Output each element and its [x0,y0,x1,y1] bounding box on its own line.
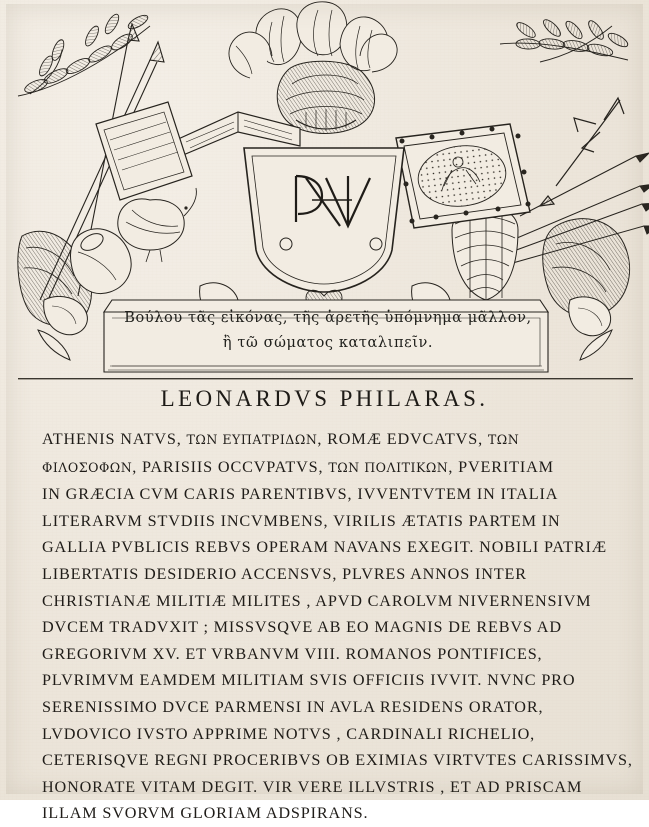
text-line [42,800,612,827]
greek-line-1: Βούλου τᾶς εἰκόνας, τῆς ἀρετῆς ὑπόμνημα μᾶλλον, [124,310,532,326]
latin-run: PLVRIMVM EAMDEM MILITIAM SVIS OFFICIIS IVVIT. NVNC PRO [42,671,576,690]
text-line [42,721,612,748]
text-line [42,694,612,721]
text-line [42,426,612,454]
latin-run: LITERARVM STVDIIS INCVMBENS, VIRILIS ÆTATIS PARTEM IN [42,511,561,530]
latin-run: CHRISTIANÆ MILITIÆ MILITES , APVD CAROLVM NIVERNENSIVM [42,591,592,610]
latin-run: ATHENIS NATVS, [42,430,187,448]
greek-run: ΤΩΝ ΠΟΛΙΤΙΚΩΝ [328,459,449,475]
latin-run: IN GRÆCIA CVM CARIS PARENTIBVS, IVVENTVTEM IN ITALIA [42,485,559,504]
text-line [42,774,612,801]
text-line [42,614,612,641]
latin-run: , ROMÆ EDVCATVS, [317,430,488,448]
latin-run: GREGORIVM XV. ET VRBANVM VIII. ROMANOS PONTIFICES, [42,644,543,663]
greek-run: ΦΙΛΟΣΟΦΩΝ [42,459,133,475]
greek-run: ΤΩΝ [487,432,520,447]
text-line [42,454,612,482]
page-title: LEONARDVS PHILARAS. [160,386,489,411]
latin-run: CETERISQVE REGNI PROCERIBVS OB EXIMIAS VIRTVTES CARISSIMVS, [42,751,633,770]
latin-run: ILLAM SVORVM GLORIAM ADSPIRANS. [42,804,369,823]
latin-run: GALLIA PVBLICIS REBVS OPERAM NAVANS EXEGIT. NOBILI PATRIÆ [42,538,607,557]
latin-run: DVCEM TRADVXIT ; MISSVSQVE AB EO MAGNIS DE REBVS AD [42,618,562,637]
text-line [42,641,612,668]
divider-rule-bottom [18,379,633,380]
text-line [42,534,612,561]
latin-run: , PVERITIAM [448,457,554,476]
greek-run: ΤΩΝ ΕΥΠΑΤΡΙΔΩΝ [186,432,318,447]
biography-text [42,426,633,827]
latin-run: HONORATE VITAM DEGIT. VIR VERE ILLVSTRIS , ET AD PRISCAM [42,777,583,796]
text-line [42,667,612,694]
greek-inscription-plaque [108,306,548,366]
text-line [42,561,612,588]
text-line [42,588,612,615]
text-line [42,508,612,535]
text-line [42,747,633,774]
latin-run: , PARISIIS OCCVPATVS, [132,457,329,476]
latin-run: LVDOVICO IVSTO APPRIME NOTVS , CARDINALI RICHELIO, [42,724,536,743]
latin-run: LIBERTATIS DESIDERIO ACCENSVS, PLVRES ANNOS INTER [42,564,527,583]
latin-run: SERENISSIMO DVCE PARMENSI IN AVLA RESIDENS ORATOR, [42,697,544,716]
greek-line-2: ἢ τῶ σώματος καταλιπεῖν. [222,335,434,351]
text-line [42,481,612,508]
